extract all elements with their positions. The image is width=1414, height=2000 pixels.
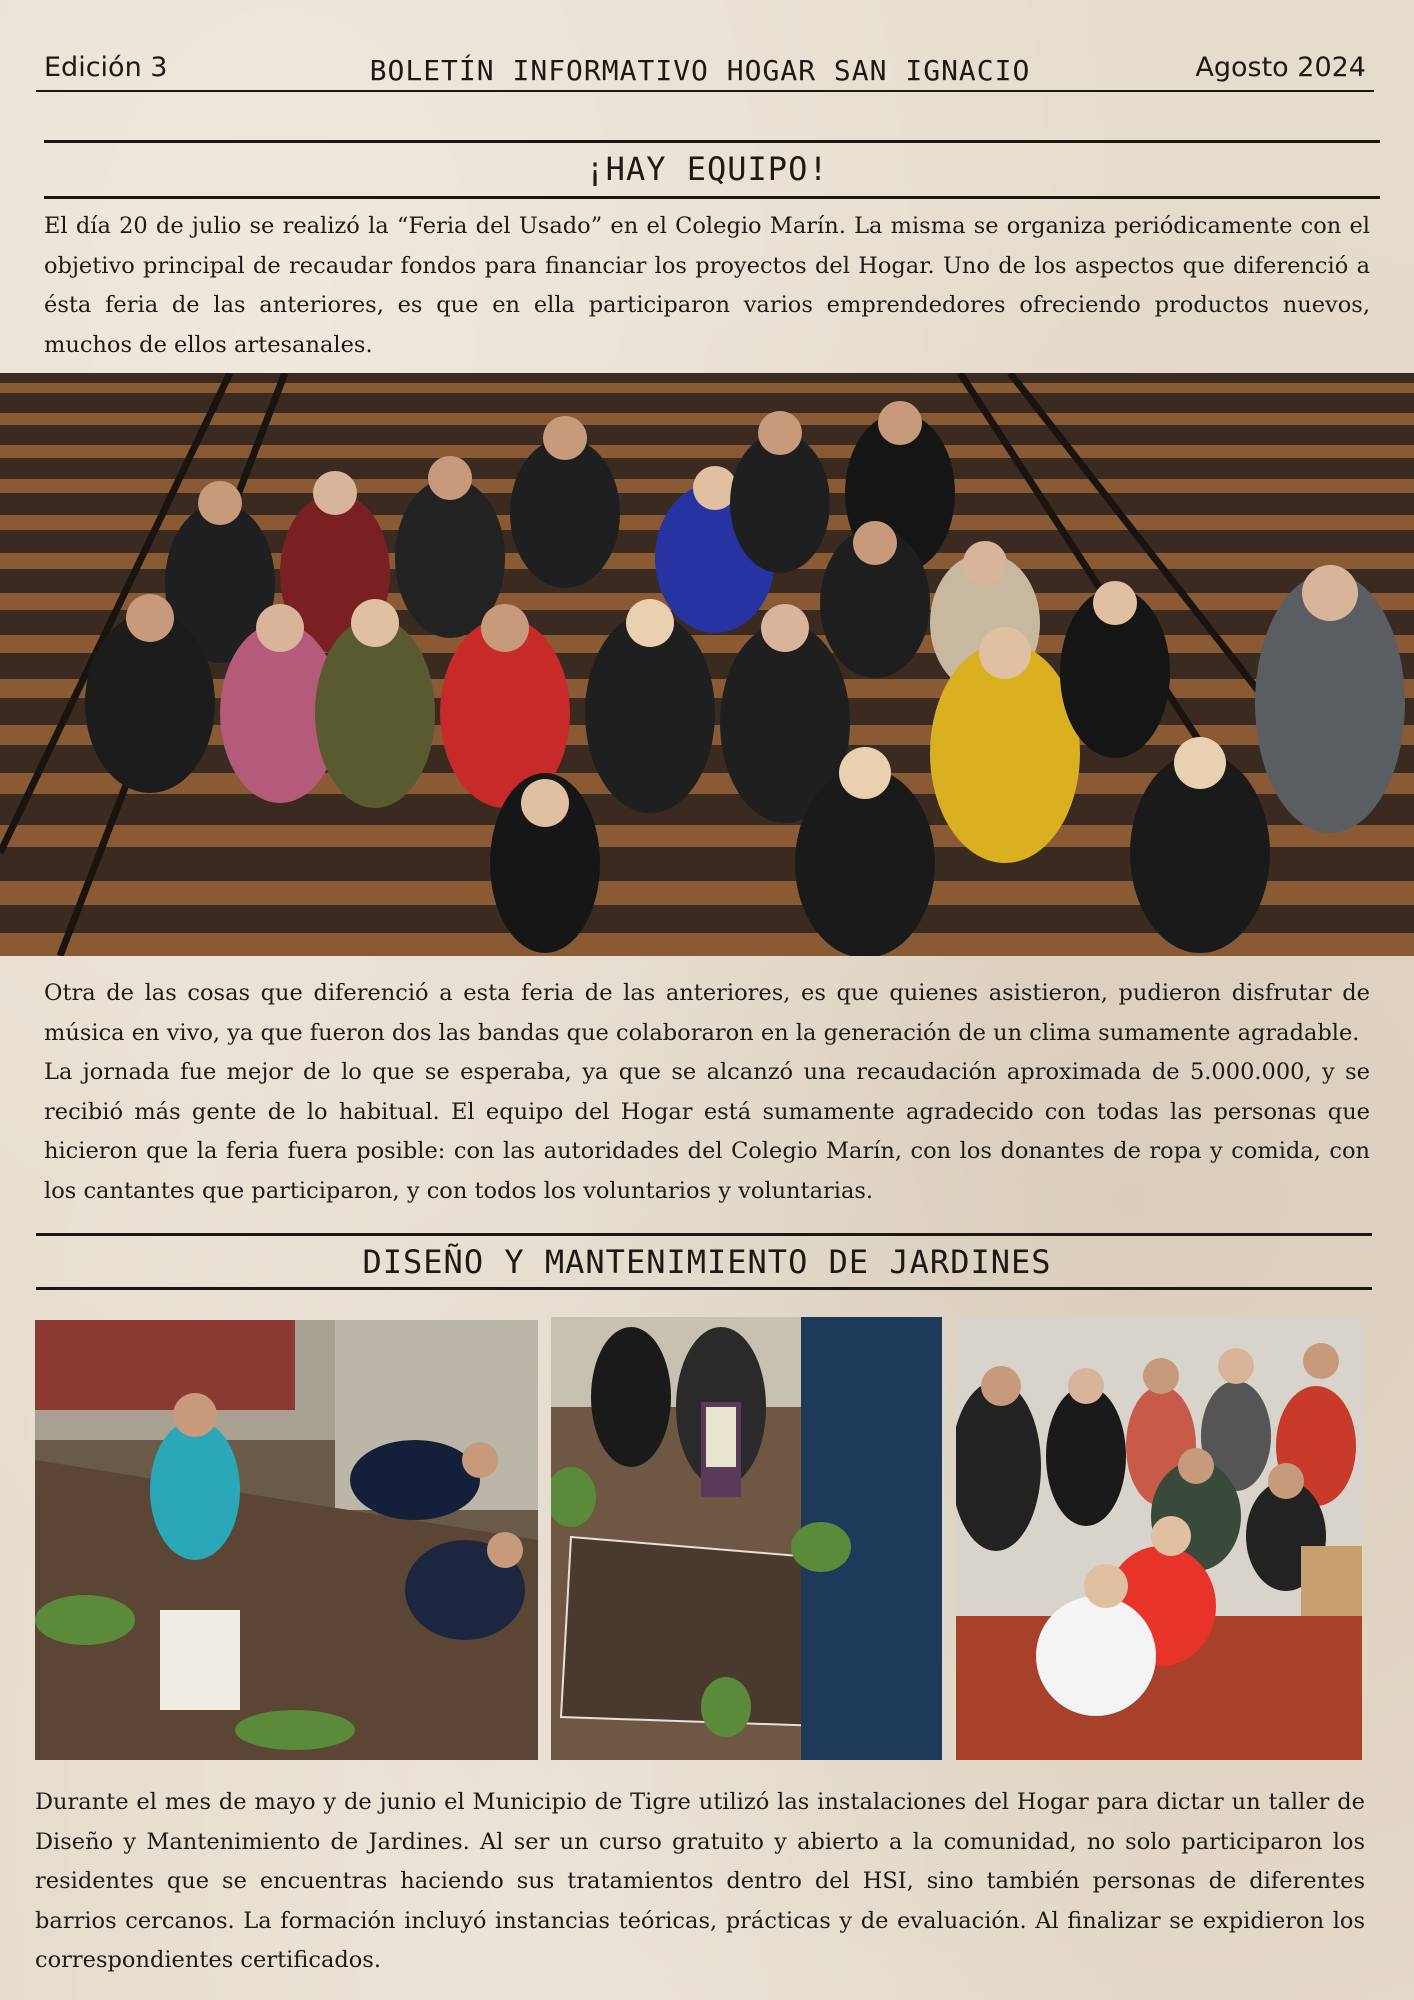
section1-title: ¡HAY EQUIPO! [585, 150, 829, 188]
group-photo-indoor [956, 1316, 1362, 1760]
section1-bottom-rule [44, 196, 1380, 199]
issue-date: Agosto 2024 [1195, 52, 1366, 83]
newsletter-title: BOLETÍN INFORMATIVO HOGAR SAN IGNACIO [369, 54, 1031, 87]
section1-intro [44, 207, 1370, 365]
edition-label: Edición 3 [44, 52, 168, 83]
section1-intro-text: El día 20 de julio se realizó la “Feria del Usado” en el Colegio Marín. La misma se organiza periódicamente con el objetivo principal de recaudar fondos para financiar los proyectos del Hogar. Uno de los aspectos que diferenció a ésta feria de las anteriores, es que en ella participaron varios emprendedores ofreciendo productos nuevos, muchos de ellos artesanales. [44, 213, 1370, 358]
section2-title: DISEÑO Y MANTENIMIENTO DE JARDINES [362, 1243, 1052, 1281]
section1-body-p1: Otra de las cosas que diferenció a esta feria de las anteriores, es que quienes asistieron, pudieron disfrutar de música en vivo, ya que fueron dos las bandas que colaboraron en la generación de un clima sumamente agradable. [44, 980, 1370, 1046]
garden-photo-plot [551, 1317, 942, 1760]
section1-top-rule [44, 140, 1380, 143]
garden-photo-planting [35, 1320, 538, 1760]
section1-body [44, 974, 1370, 1211]
masthead-divider [36, 90, 1374, 92]
section2-body-text: Durante el mes de mayo y de junio el Municipio de Tigre utilizó las instalaciones del Hogar para dictar un taller de Diseño y Mantenimiento de Jardines. Al ser un curso gratuito y abierto a la comunidad, no solo participaron los residentes que se encuentras haciendo sus tratamientos dentro del HSI, sino también personas de diferentes barrios cercanos. La formación incluyó instancias teóricas, prácticas y de evaluación. Al finalizar se expidieron los correspondientes certificados. [35, 1789, 1365, 1973]
section2-top-rule [36, 1233, 1372, 1236]
group-photo-bleachers [0, 373, 1414, 956]
section2-body [35, 1783, 1365, 1981]
section2-bottom-rule [36, 1287, 1372, 1290]
section1-body-p2: La jornada fue mejor de lo que se esperaba, ya que se alcanzó una recaudación aproximada de 5.000.000, y se recibió más gente de lo habitual. El equipo del Hogar está sumamente agradecido con todas las personas que hicieron que la feria fuera posible: con las autoridades del Colegio Marín, con los donantes de ropa y comida, con los cantantes que participaron, y con todos los voluntarios y voluntarias. [44, 1059, 1370, 1204]
